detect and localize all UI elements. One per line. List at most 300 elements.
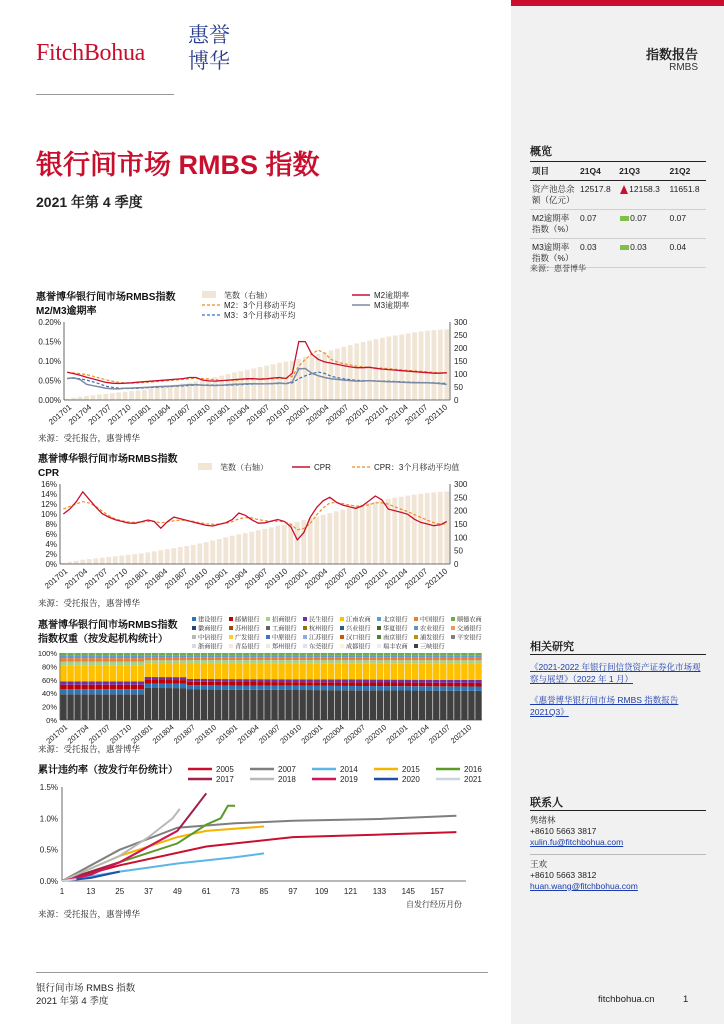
weight-bar-segment bbox=[257, 657, 263, 660]
weight-bar-segment bbox=[285, 664, 291, 680]
logo-seal-char: 誉 bbox=[209, 23, 230, 47]
weight-bar-segment bbox=[398, 683, 404, 687]
weight-bar-segment bbox=[103, 689, 109, 694]
weight-bar-segment bbox=[278, 660, 284, 664]
weight-bar-segment bbox=[250, 655, 256, 657]
weight-bar-segment bbox=[131, 658, 137, 661]
weight-bar-segment bbox=[377, 657, 383, 660]
weight-bar-segment bbox=[328, 657, 334, 660]
count-bar bbox=[438, 492, 443, 564]
weight-bar-segment bbox=[229, 685, 235, 689]
count-bar bbox=[249, 532, 254, 564]
weight-bar-segment bbox=[88, 681, 94, 684]
cell-q3 bbox=[617, 210, 667, 239]
count-bar bbox=[284, 362, 289, 400]
count-bar bbox=[230, 536, 235, 564]
weight-bar-segment bbox=[405, 691, 411, 720]
weight-bar-segment bbox=[440, 655, 446, 657]
table-row bbox=[530, 210, 706, 239]
footer-line1: 银行间市场 RMBS 指数 bbox=[36, 983, 136, 994]
weight-bar-segment bbox=[145, 677, 151, 680]
weight-bar-segment bbox=[145, 680, 151, 684]
count-bar bbox=[361, 342, 366, 400]
weight-bar-segment bbox=[335, 682, 341, 686]
footer-site[interactable]: fitchbohua.cn bbox=[598, 994, 655, 1005]
weight-bar-segment bbox=[299, 690, 305, 720]
legend-label: 2005 bbox=[216, 765, 234, 774]
weight-bar-segment bbox=[391, 690, 397, 720]
weight-bar-segment bbox=[180, 653, 186, 655]
weight-bar-segment bbox=[370, 655, 376, 657]
weight-bar-segment bbox=[342, 682, 348, 686]
legend-label: 2016 bbox=[464, 765, 482, 774]
weight-bar-segment bbox=[299, 653, 305, 655]
legend-swatch bbox=[303, 617, 307, 621]
x-tick-label: 202110 bbox=[423, 566, 450, 591]
weight-bar-segment bbox=[187, 653, 193, 655]
chart4-title: 累计违约率（按发行年份统计） bbox=[38, 765, 178, 776]
weight-bar-segment bbox=[124, 653, 130, 656]
count-bar bbox=[155, 388, 160, 400]
weight-bar-segment bbox=[356, 686, 362, 690]
weight-bar-segment bbox=[74, 653, 80, 656]
weight-bar-segment bbox=[180, 660, 186, 664]
count-bar bbox=[145, 552, 150, 564]
legend-swatch bbox=[229, 626, 233, 630]
weight-bar-segment bbox=[342, 679, 348, 682]
weight-bar-segment bbox=[222, 690, 228, 720]
weight-bar-segment bbox=[440, 664, 446, 680]
weight-bar-segment bbox=[243, 657, 249, 660]
x-tick-label: 73 bbox=[230, 887, 240, 896]
weight-bar-segment bbox=[468, 664, 474, 680]
x-tick-label: 201704 bbox=[63, 566, 90, 591]
weight-bar-segment bbox=[335, 679, 341, 682]
weight-bar-segment bbox=[103, 662, 109, 666]
weight-bar-segment bbox=[370, 690, 376, 720]
count-bar bbox=[360, 504, 365, 564]
weight-bar-segment bbox=[243, 686, 249, 690]
chart3-source: 来源：受托报告，惠誉博华 bbox=[38, 744, 141, 754]
x-tick-label: 202110 bbox=[423, 402, 450, 427]
legend-swatch bbox=[229, 635, 233, 639]
weight-bar-segment bbox=[243, 682, 249, 686]
y-right-tick-label: 250 bbox=[454, 331, 468, 340]
weight-bar-segment bbox=[60, 685, 66, 689]
chart1-m2-m3-delinquency bbox=[30, 286, 480, 434]
x-tick-label: 201707 bbox=[83, 566, 110, 591]
legend-label: 2007 bbox=[278, 765, 296, 774]
weight-bar-segment bbox=[454, 664, 460, 680]
weight-bar-segment bbox=[124, 658, 130, 661]
x-tick-label: 201901 bbox=[203, 566, 230, 591]
weight-bar-segment bbox=[166, 688, 172, 720]
weight-bar-segment bbox=[475, 687, 481, 691]
cell-q2: 0.07 bbox=[668, 210, 706, 239]
legend-label: 民生银行 bbox=[309, 616, 334, 624]
weight-bar-segment bbox=[299, 679, 305, 682]
count-bar bbox=[210, 541, 215, 564]
weight-bar-segment bbox=[236, 685, 242, 689]
weight-bar-segment bbox=[243, 690, 249, 720]
weight-bar-segment bbox=[412, 686, 418, 690]
count-bar bbox=[366, 503, 371, 564]
legend-label: 北京银行 bbox=[383, 616, 408, 624]
up-arrow-icon bbox=[620, 185, 628, 194]
x-tick-label: 202104 bbox=[383, 566, 410, 591]
weight-bar-segment bbox=[475, 657, 481, 660]
weight-bar-segment bbox=[328, 653, 334, 655]
legend-label: 建设银行 bbox=[198, 616, 223, 624]
x-tick-label: 201807 bbox=[171, 722, 197, 746]
weight-bar-segment bbox=[454, 660, 460, 664]
overview-source: 来源：惠誉博华 bbox=[530, 264, 586, 273]
weight-bar-segment bbox=[159, 653, 165, 655]
legend-swatch bbox=[266, 644, 270, 648]
legend-swatch bbox=[229, 644, 233, 648]
count-bar bbox=[256, 530, 261, 564]
weight-bar-segment bbox=[131, 694, 137, 720]
weight-bar-segment bbox=[447, 686, 453, 690]
weight-bar-segment bbox=[95, 653, 101, 656]
y-right-tick-label: 250 bbox=[454, 493, 468, 503]
weight-bar-segment bbox=[257, 664, 263, 680]
series-2005-line bbox=[62, 832, 456, 881]
weight-bar-segment bbox=[278, 686, 284, 690]
weight-bar-segment bbox=[419, 657, 425, 660]
y-tick-label: 12% bbox=[40, 500, 57, 509]
chart4-source: 来源：受托报告，惠誉博华 bbox=[38, 909, 141, 919]
weight-bar-segment bbox=[426, 660, 432, 664]
weight-bar-segment bbox=[257, 660, 263, 664]
weight-bar-segment bbox=[117, 653, 123, 656]
weight-bar-segment bbox=[124, 685, 130, 689]
x-tick-label: 25 bbox=[115, 887, 125, 896]
weight-bar-segment bbox=[166, 655, 172, 657]
weight-bar-segment bbox=[229, 660, 235, 664]
weight-bar-segment bbox=[173, 655, 179, 657]
weight-bar-segment bbox=[384, 683, 390, 687]
value: 12517.8 bbox=[580, 184, 611, 194]
contact-phone: +8610 5663 3812 bbox=[530, 870, 597, 880]
y-tick-label: 0% bbox=[45, 560, 57, 569]
weight-bar-segment bbox=[285, 690, 291, 720]
weight-bar-segment bbox=[384, 655, 390, 657]
x-tick-label: 202010 bbox=[343, 402, 371, 427]
weight-bar-segment bbox=[194, 653, 200, 655]
legend-label: 苏州银行 bbox=[235, 625, 260, 633]
weight-bar-segment bbox=[103, 666, 109, 681]
x-tick-label: 202007 bbox=[323, 566, 350, 591]
weight-bar-segment bbox=[440, 683, 446, 687]
series-2017-line bbox=[62, 793, 206, 881]
weight-bar-segment bbox=[306, 664, 312, 680]
x-tick-label: 61 bbox=[201, 887, 211, 896]
chart1-source: 来源：受托报告，惠誉博华 bbox=[38, 433, 141, 443]
weight-bar-segment bbox=[440, 653, 446, 655]
legend-label: 2018 bbox=[278, 775, 296, 784]
weight-bar-segment bbox=[145, 657, 151, 660]
weight-bar-segment bbox=[222, 679, 228, 682]
legend-label: 浦发银行 bbox=[420, 634, 445, 642]
weight-bar-segment bbox=[377, 660, 383, 664]
weight-bar-segment bbox=[117, 694, 123, 720]
weight-bar-segment bbox=[426, 680, 432, 683]
weight-bar-segment bbox=[454, 686, 460, 690]
legend-label: 瑞丰农商 bbox=[383, 643, 408, 651]
count-bar bbox=[271, 364, 276, 400]
weight-bar-segment bbox=[187, 679, 193, 682]
weight-bar-segment bbox=[321, 679, 327, 682]
count-bar bbox=[341, 347, 346, 400]
weight-bar-segment bbox=[236, 682, 242, 686]
weight-bar-segment bbox=[67, 653, 73, 656]
weight-bar-segment bbox=[194, 655, 200, 657]
y-tick-label: 100% bbox=[37, 649, 57, 658]
count-bar bbox=[97, 394, 102, 400]
weight-bar-segment bbox=[440, 680, 446, 683]
chart3-title-line2: 指数权重（按发起机构统计） bbox=[38, 634, 168, 645]
weight-bar-segment bbox=[67, 689, 73, 694]
count-bar bbox=[174, 385, 179, 400]
weight-bar-segment bbox=[475, 680, 481, 683]
weight-bar-segment bbox=[103, 694, 109, 720]
weight-bar-segment bbox=[95, 662, 101, 666]
weight-bar-segment bbox=[321, 655, 327, 657]
weight-bar-segment bbox=[180, 680, 186, 684]
x-tick-label: 202107 bbox=[427, 722, 453, 746]
y-tick-label: 40% bbox=[41, 689, 57, 699]
weight-bar-segment bbox=[138, 658, 144, 661]
weight-bar-segment bbox=[384, 657, 390, 660]
x-tick-label: 202107 bbox=[403, 402, 430, 427]
weight-bar-segment bbox=[103, 653, 109, 656]
weight-bar-segment bbox=[398, 680, 404, 683]
weight-bar-segment bbox=[229, 664, 235, 680]
cell-q4: 0.07 bbox=[578, 210, 617, 239]
weight-bar-segment bbox=[328, 660, 334, 664]
weight-bar-segment bbox=[67, 662, 73, 666]
weight-bar-segment bbox=[391, 680, 397, 683]
count-bar bbox=[136, 390, 141, 400]
weight-bar-segment bbox=[405, 660, 411, 664]
y-right-tick-label: 300 bbox=[454, 318, 468, 327]
weight-bar-segment bbox=[292, 657, 298, 660]
weight-bar-segment bbox=[285, 679, 291, 682]
weight-bar-segment bbox=[131, 653, 137, 656]
weight-bar-segment bbox=[433, 686, 439, 690]
weight-bar-segment bbox=[208, 660, 214, 664]
weight-bar-segment bbox=[60, 662, 66, 666]
weight-bar-segment bbox=[215, 657, 221, 660]
legend-label: 杭州银行 bbox=[309, 625, 334, 633]
weight-bar-segment bbox=[321, 657, 327, 660]
x-tick-label: 201907 bbox=[243, 566, 270, 591]
weight-bar-segment bbox=[159, 688, 165, 720]
weight-bar-segment bbox=[468, 657, 474, 660]
weight-bar-segment bbox=[419, 653, 425, 655]
y-right-tick-label: 100 bbox=[454, 533, 468, 543]
x-tick-label: 37 bbox=[144, 887, 154, 896]
weight-bar-segment bbox=[278, 690, 284, 720]
related-research-heading: 相关研究 bbox=[530, 641, 574, 653]
y-tick-label: 16% bbox=[40, 480, 57, 489]
contact-phone: +8610 5663 3817 bbox=[530, 826, 597, 836]
weight-bar-segment bbox=[81, 689, 87, 694]
weight-bar-segment bbox=[349, 660, 355, 664]
count-bar bbox=[219, 376, 224, 400]
count-bar bbox=[269, 527, 274, 564]
weight-bar-segment bbox=[426, 686, 432, 690]
weight-bar-segment bbox=[356, 690, 362, 720]
weight-bar-segment bbox=[454, 683, 460, 687]
weight-bar-segment bbox=[152, 657, 158, 660]
weight-bar-segment bbox=[461, 683, 467, 687]
count-bar bbox=[399, 497, 404, 564]
x-tick-label: 201701 bbox=[43, 566, 70, 591]
weight-bar-segment bbox=[152, 680, 158, 684]
weight-bar-segment bbox=[271, 664, 277, 680]
legend-swatch bbox=[451, 617, 455, 621]
weight-bar-segment bbox=[81, 666, 87, 681]
weight-bar-segment bbox=[229, 657, 235, 660]
weight-bar-segment bbox=[138, 666, 144, 681]
legend-label: 三峡银行 bbox=[420, 643, 445, 651]
contact-email[interactable]: xulin.fu@fitchbohua.com bbox=[530, 837, 624, 847]
weight-bar-segment bbox=[131, 662, 137, 666]
weight-bar-segment bbox=[426, 691, 432, 720]
y-tick-label: 0.5% bbox=[39, 845, 58, 855]
weight-bar-segment bbox=[138, 653, 144, 656]
y-tick-label: 80% bbox=[41, 662, 57, 672]
contact-name: 王欢 bbox=[530, 859, 548, 869]
weight-bar-segment bbox=[271, 686, 277, 690]
weight-bar-segment bbox=[454, 691, 460, 720]
weight-bar-segment bbox=[405, 653, 411, 655]
weight-bar-segment bbox=[166, 664, 172, 677]
weight-bar-segment bbox=[117, 656, 123, 659]
weight-bar-segment bbox=[159, 655, 165, 657]
weight-bar-segment bbox=[187, 664, 193, 679]
contact-email[interactable]: huan.wang@fitchbohua.com bbox=[530, 881, 638, 891]
weight-bar-segment bbox=[67, 681, 73, 684]
value: 0.07 bbox=[630, 213, 647, 223]
x-tick-label: 201901 bbox=[214, 722, 240, 746]
weight-bar-segment bbox=[292, 664, 298, 680]
weight-bar-segment bbox=[356, 682, 362, 686]
y-tick-label: 20% bbox=[41, 702, 57, 712]
legend-label: 工商银行 bbox=[272, 625, 297, 633]
weight-bar-segment bbox=[447, 691, 453, 720]
weight-bar-segment bbox=[349, 686, 355, 690]
logo-seal bbox=[186, 22, 232, 80]
contact-2 bbox=[530, 859, 638, 892]
weight-bar-segment bbox=[138, 689, 144, 694]
weight-bar-segment bbox=[412, 655, 418, 657]
chart2-title-line2: CPR bbox=[38, 468, 60, 479]
flat-bar-icon bbox=[620, 216, 629, 221]
weight-bar-segment bbox=[95, 656, 101, 659]
weight-bar-segment bbox=[222, 657, 228, 660]
weight-bar-segment bbox=[201, 660, 207, 664]
weight-bar-segment bbox=[257, 690, 263, 720]
x-tick-label: 201810 bbox=[183, 566, 210, 591]
related-research-divider bbox=[530, 654, 706, 655]
legend-swatch bbox=[266, 617, 270, 621]
weight-bar-segment bbox=[264, 653, 270, 655]
weight-bar-segment bbox=[110, 666, 116, 681]
x-tick-label: 202104 bbox=[383, 402, 410, 427]
col-header: 项目 bbox=[530, 162, 578, 181]
legend-swatch bbox=[414, 617, 418, 621]
legend-swatch bbox=[451, 635, 455, 639]
weight-bar-segment bbox=[110, 681, 116, 684]
weight-bar-segment bbox=[60, 681, 66, 684]
weight-bar-segment bbox=[88, 656, 94, 659]
flat-bar-icon bbox=[620, 245, 629, 250]
weight-bar-segment bbox=[187, 657, 193, 660]
count-bar bbox=[353, 506, 358, 564]
research-link-1[interactable]: 《2021-2022 年银行间信贷资产证券化市场观察与展望》（2022 年 1 月） bbox=[530, 662, 701, 684]
weight-bar-segment bbox=[138, 681, 144, 684]
weight-bar-segment bbox=[306, 653, 312, 655]
legend-label: 中原银行 bbox=[272, 634, 297, 642]
contact-name: 隽绪林 bbox=[530, 815, 556, 825]
count-bar bbox=[184, 546, 189, 564]
weight-bar-segment bbox=[285, 653, 291, 655]
col-header: 21Q2 bbox=[668, 162, 706, 181]
weight-bar-segment bbox=[173, 680, 179, 684]
legend-label: 汉口银行 bbox=[346, 634, 371, 642]
weight-bar-segment bbox=[433, 683, 439, 687]
count-bar bbox=[354, 343, 359, 400]
logo-seal-char: 博 bbox=[188, 49, 209, 73]
page-title: 银行间市场 RMBS 指数 bbox=[36, 150, 320, 180]
weight-bar-segment bbox=[377, 682, 383, 686]
x-tick-label: 202107 bbox=[403, 566, 430, 591]
weight-bar-segment bbox=[405, 664, 411, 680]
weight-bar-segment bbox=[370, 682, 376, 686]
count-bar bbox=[243, 533, 248, 564]
count-bar bbox=[314, 517, 319, 564]
x-tick-label: 202110 bbox=[448, 722, 474, 746]
weight-bar-segment bbox=[292, 660, 298, 664]
x-tick-label: 201710 bbox=[103, 566, 130, 591]
count-bar bbox=[301, 520, 306, 564]
research-link-2[interactable]: 《惠誉博华银行间市场 RMBS 指数报告2021Q3》 bbox=[530, 695, 679, 717]
count-bar bbox=[78, 397, 83, 400]
weight-bar-segment bbox=[356, 664, 362, 680]
weight-bar-segment bbox=[222, 685, 228, 689]
count-bar bbox=[399, 334, 404, 400]
legend-label: 东莞银行 bbox=[309, 643, 334, 651]
weight-bar-segment bbox=[110, 658, 116, 661]
weight-bar-segment bbox=[201, 685, 207, 689]
y-tick-label: 10% bbox=[40, 510, 57, 519]
overview-table bbox=[530, 161, 706, 268]
legend-swatch bbox=[340, 617, 344, 621]
weight-bar-segment bbox=[475, 664, 481, 680]
count-bar bbox=[335, 349, 340, 400]
weight-bar-segment bbox=[257, 655, 263, 657]
weight-bar-segment bbox=[250, 679, 256, 682]
weight-bar-segment bbox=[166, 677, 172, 680]
weight-bar-segment bbox=[194, 690, 200, 720]
count-bar bbox=[217, 539, 222, 564]
x-tick-label: 201904 bbox=[223, 566, 250, 591]
weight-bar-segment bbox=[180, 657, 186, 660]
weight-bar-segment bbox=[306, 655, 312, 657]
